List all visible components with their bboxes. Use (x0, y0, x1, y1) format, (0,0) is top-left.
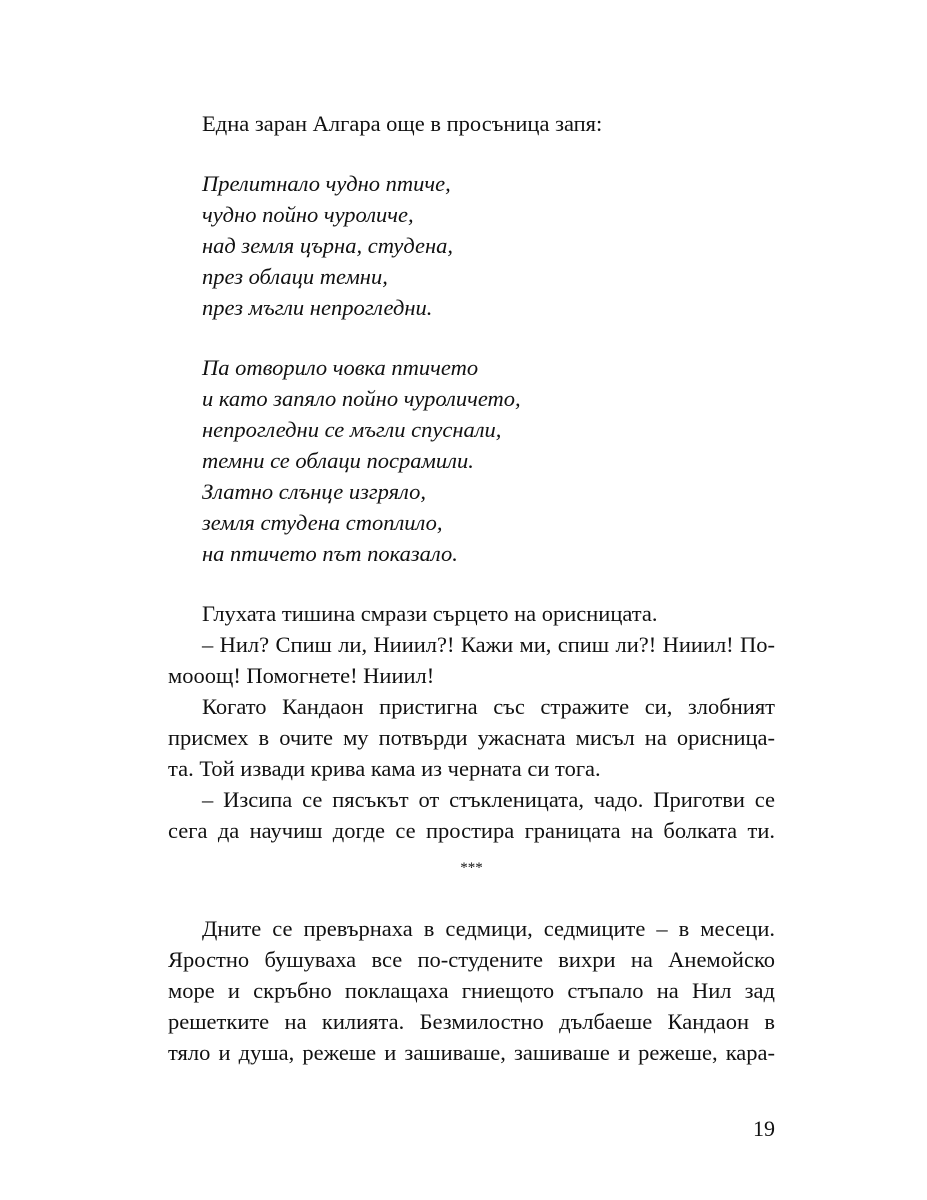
poem-line: над земля църна, студена, (202, 233, 453, 258)
poem-line: темни се облаци посрамили. (202, 448, 474, 473)
prose-line: – Изсипа се пясъкът от стъкленицата, чадо. Приготви се (202, 787, 775, 812)
page-body (168, 108, 775, 1068)
prose-line: решетките на килията. Безмилостно дълбаеше Кандаон в (168, 1009, 775, 1034)
prose-line: тяло и душа, режеше и зашиваше, зашиваше и режеше, кара- (168, 1040, 775, 1065)
prose-line: мооощ! Помогнете! Нииил! (168, 663, 435, 688)
prose-line: море и скръбно поклащаха гниещото стъпало на Нил зад (168, 978, 775, 1003)
poem-line: през мъгли непрогледни. (202, 295, 433, 320)
prose-line: Яростно бушуваха все по-студените вихри на Анемойско (168, 947, 775, 972)
poem-line: на птичето път показало. (202, 541, 458, 566)
poem-line: през облаци темни, (202, 264, 388, 289)
prose-line: – Нил? Спиш ли, Нииил?! Кажи ми, спиш ли?! Нииил! По- (202, 632, 775, 657)
poem-line: земля студена стоплило, (202, 510, 443, 535)
page-number: 19 (753, 1116, 775, 1141)
prose-line: Дните се превърнаха в седмици, седмиците – в месеци. (202, 916, 775, 941)
poem-line: Па отворило човка птичето (202, 355, 479, 380)
prose-line: присмех в очите му потвърди ужасната мисъл на орисница- (168, 725, 775, 750)
prose-line: Глухата тишина смрази сърцето на орисницата. (202, 601, 658, 626)
section-separator: *** (460, 860, 483, 876)
prose-section-2 (168, 913, 775, 1068)
poem-line: Златно слънце изгряло, (202, 479, 427, 504)
prose-line: сега да научиш догде се простира границата на болката ти. (168, 818, 775, 843)
poem-stanza-2 (168, 352, 775, 569)
intro-line: Една заран Алгара още в просъница запя: (202, 111, 603, 136)
poem-line: Прелитнало чудно птиче, (202, 171, 451, 196)
prose-section-1 (168, 598, 775, 846)
poem-line: непрогледни се мъгли спуснали, (202, 417, 502, 442)
prose-line: Когато Кандаон пристигна със стражите си, злобният (202, 694, 775, 719)
prose-line: та. Той извади крива кама из черната си тога. (168, 756, 601, 781)
poem-line: чудно пойно чуроличе, (202, 202, 414, 227)
poem-line: и като запяло пойно чуроличето, (202, 386, 521, 411)
poem-stanza-1 (168, 168, 775, 323)
